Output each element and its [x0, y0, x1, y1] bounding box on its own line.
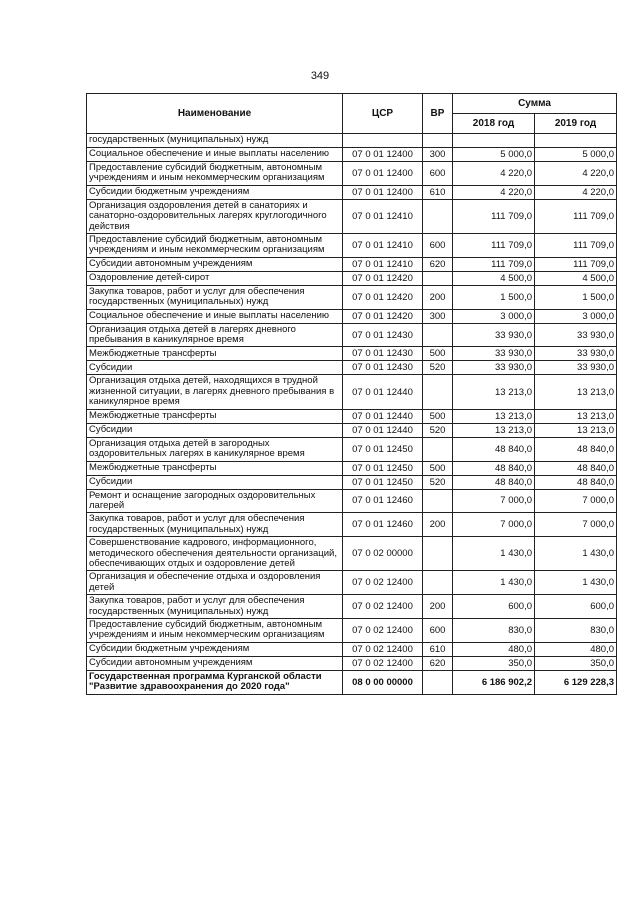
row-name: Межбюджетные трансферты [87, 461, 343, 475]
row-name: Социальное обеспечение и иные выплаты населению [87, 148, 343, 162]
row-vr [423, 437, 453, 461]
row-amount-2018: 600,0 [453, 595, 535, 619]
table-row [87, 257, 617, 271]
row-amount-2019: 111 709,0 [535, 234, 617, 258]
row-csr: 07 0 01 12430 [343, 323, 423, 347]
row-name: Предоставление субсидий бюджетным, автономным учреждениям и иным некоммерческим организациям [87, 162, 343, 186]
row-name: Организация отдыха детей, находящихся в трудной жизненной ситуации, в лагерях дневного пребывания в каникулярное время [87, 375, 343, 409]
row-csr: 07 0 01 12420 [343, 271, 423, 285]
row-vr [423, 199, 453, 233]
row-csr: 07 0 01 12400 [343, 148, 423, 162]
row-vr: 300 [423, 309, 453, 323]
row-amount-2018: 13 213,0 [453, 409, 535, 423]
row-amount-2019: 13 213,0 [535, 375, 617, 409]
row-amount-2019: 3 000,0 [535, 309, 617, 323]
row-csr: 07 0 01 12430 [343, 361, 423, 375]
table-body [87, 134, 617, 695]
table-row [87, 489, 617, 513]
table-row [87, 162, 617, 186]
row-amount-2019: 1 430,0 [535, 571, 617, 595]
row-csr: 07 0 01 12420 [343, 285, 423, 309]
row-amount-2019: 13 213,0 [535, 409, 617, 423]
row-csr: 07 0 01 12400 [343, 185, 423, 199]
row-name: Субсидии [87, 361, 343, 375]
table-row [87, 475, 617, 489]
row-vr: 500 [423, 461, 453, 475]
row-amount-2019: 48 840,0 [535, 461, 617, 475]
row-amount-2019: 7 000,0 [535, 513, 617, 537]
row-vr: 520 [423, 423, 453, 437]
row-csr: 07 0 01 12410 [343, 234, 423, 258]
row-amount-2018: 48 840,0 [453, 461, 535, 475]
table-row [87, 437, 617, 461]
row-amount-2019: 600,0 [535, 595, 617, 619]
row-amount-2019 [535, 134, 617, 148]
header-sum: Сумма [453, 94, 617, 114]
row-amount-2018: 111 709,0 [453, 257, 535, 271]
table-row [87, 375, 617, 409]
table-row [87, 285, 617, 309]
row-amount-2019: 4 220,0 [535, 162, 617, 186]
row-csr: 07 0 01 12410 [343, 199, 423, 233]
table-row [87, 423, 617, 437]
table-row [87, 571, 617, 595]
row-amount-2018: 13 213,0 [453, 423, 535, 437]
row-vr [423, 375, 453, 409]
row-vr [423, 323, 453, 347]
row-amount-2019: 1 430,0 [535, 537, 617, 571]
row-name: Закупка товаров, работ и услуг для обеспечения государственных (муниципальных) нужд [87, 513, 343, 537]
row-amount-2018: 33 930,0 [453, 323, 535, 347]
row-name: Предоставление субсидий бюджетным, автономным учреждениям и иным некоммерческим организациям [87, 234, 343, 258]
table-row [87, 537, 617, 571]
page-number: 349 [310, 70, 330, 82]
row-csr: 07 0 01 12450 [343, 475, 423, 489]
row-name: государственных (муниципальных) нужд [87, 134, 343, 148]
row-amount-2018: 48 840,0 [453, 475, 535, 489]
row-amount-2018: 1 500,0 [453, 285, 535, 309]
row-amount-2019: 6 129 228,3 [535, 670, 617, 694]
table-row [87, 271, 617, 285]
row-csr: 07 0 01 12440 [343, 409, 423, 423]
row-amount-2019: 480,0 [535, 642, 617, 656]
row-name: Закупка товаров, работ и услуг для обеспечения государственных (муниципальных) нужд [87, 285, 343, 309]
row-name: Организация и обеспечение отдыха и оздоровления детей [87, 571, 343, 595]
header-csr: ЦСР [343, 94, 423, 134]
row-vr: 200 [423, 595, 453, 619]
row-csr: 07 0 02 12400 [343, 642, 423, 656]
row-name: Оздоровление детей-сирот [87, 271, 343, 285]
row-amount-2019: 48 840,0 [535, 475, 617, 489]
row-amount-2019: 111 709,0 [535, 257, 617, 271]
row-csr: 07 0 01 12410 [343, 257, 423, 271]
row-name: Ремонт и оснащение загородных оздоровительных лагерей [87, 489, 343, 513]
row-csr: 07 0 02 12400 [343, 656, 423, 670]
table-row [87, 618, 617, 642]
row-name: Субсидии бюджетным учреждениям [87, 185, 343, 199]
row-vr: 500 [423, 409, 453, 423]
table-row [87, 361, 617, 375]
row-vr [423, 489, 453, 513]
row-name: Предоставление субсидий бюджетным, автономным учреждениям и иным некоммерческим организациям [87, 618, 343, 642]
row-csr: 07 0 02 12400 [343, 595, 423, 619]
row-amount-2018: 33 930,0 [453, 347, 535, 361]
row-amount-2018: 3 000,0 [453, 309, 535, 323]
table-row [87, 461, 617, 475]
row-amount-2019: 33 930,0 [535, 347, 617, 361]
row-csr: 07 0 01 12460 [343, 513, 423, 537]
row-name: Социальное обеспечение и иные выплаты населению [87, 309, 343, 323]
table-row [87, 409, 617, 423]
row-csr: 07 0 02 12400 [343, 618, 423, 642]
row-amount-2019: 33 930,0 [535, 361, 617, 375]
table-row [87, 134, 617, 148]
row-name: Субсидии автономным учреждениям [87, 656, 343, 670]
row-csr: 07 0 01 12460 [343, 489, 423, 513]
row-amount-2018: 350,0 [453, 656, 535, 670]
row-csr: 07 0 01 12440 [343, 375, 423, 409]
row-name: Организация оздоровления детей в санаториях и санаторно-оздоровительных лагерях круглогодичного действия [87, 199, 343, 233]
row-vr: 610 [423, 185, 453, 199]
row-csr: 07 0 01 12450 [343, 437, 423, 461]
row-amount-2019: 111 709,0 [535, 199, 617, 233]
row-amount-2018: 111 709,0 [453, 199, 535, 233]
row-vr: 500 [423, 347, 453, 361]
header-year-2019: 2019 год [535, 114, 617, 134]
row-name: Субсидии [87, 475, 343, 489]
row-amount-2019: 350,0 [535, 656, 617, 670]
row-vr: 620 [423, 257, 453, 271]
row-amount-2018: 830,0 [453, 618, 535, 642]
table-row [87, 642, 617, 656]
row-name: Закупка товаров, работ и услуг для обеспечения государственных (муниципальных) нужд [87, 595, 343, 619]
row-amount-2019: 4 500,0 [535, 271, 617, 285]
row-amount-2018: 4 220,0 [453, 162, 535, 186]
row-amount-2018: 1 430,0 [453, 571, 535, 595]
row-vr: 600 [423, 162, 453, 186]
row-vr: 600 [423, 618, 453, 642]
row-csr: 07 0 01 12400 [343, 162, 423, 186]
table-row [87, 234, 617, 258]
row-vr [423, 134, 453, 148]
row-amount-2018: 13 213,0 [453, 375, 535, 409]
row-name: Организация отдыха детей в загородных оздоровительных лагерях в каникулярное время [87, 437, 343, 461]
row-amount-2018: 480,0 [453, 642, 535, 656]
table-row [87, 185, 617, 199]
row-name: Межбюджетные трансферты [87, 347, 343, 361]
row-amount-2019: 5 000,0 [535, 148, 617, 162]
row-name: Межбюджетные трансферты [87, 409, 343, 423]
row-csr [343, 134, 423, 148]
row-amount-2019: 33 930,0 [535, 323, 617, 347]
row-amount-2019: 4 220,0 [535, 185, 617, 199]
row-amount-2018 [453, 134, 535, 148]
row-name: Государственная программа Курганской области "Развитие здравоохранения до 2020 года" [87, 670, 343, 694]
row-amount-2018: 33 930,0 [453, 361, 535, 375]
row-amount-2018: 48 840,0 [453, 437, 535, 461]
row-amount-2018: 5 000,0 [453, 148, 535, 162]
row-vr [423, 571, 453, 595]
row-vr [423, 537, 453, 571]
table-row [87, 513, 617, 537]
row-vr [423, 670, 453, 694]
header-name: Наименование [87, 94, 343, 134]
row-amount-2018: 7 000,0 [453, 489, 535, 513]
row-vr: 300 [423, 148, 453, 162]
table-row [87, 347, 617, 361]
row-vr [423, 271, 453, 285]
row-amount-2019: 7 000,0 [535, 489, 617, 513]
row-amount-2019: 830,0 [535, 618, 617, 642]
row-vr: 520 [423, 361, 453, 375]
row-amount-2018: 4 220,0 [453, 185, 535, 199]
row-amount-2019: 1 500,0 [535, 285, 617, 309]
row-csr: 07 0 01 12450 [343, 461, 423, 475]
table-row [87, 309, 617, 323]
row-amount-2018: 6 186 902,2 [453, 670, 535, 694]
row-name: Организация отдыха детей в лагерях дневного пребывания в каникулярное время [87, 323, 343, 347]
row-csr: 07 0 01 12430 [343, 347, 423, 361]
row-name: Субсидии бюджетным учреждениям [87, 642, 343, 656]
row-vr: 600 [423, 234, 453, 258]
row-name: Субсидии автономным учреждениям [87, 257, 343, 271]
row-vr: 200 [423, 513, 453, 537]
table-row [87, 148, 617, 162]
header-vr: ВР [423, 94, 453, 134]
row-csr: 07 0 01 12420 [343, 309, 423, 323]
table-row [87, 323, 617, 347]
row-csr: 07 0 02 00000 [343, 537, 423, 571]
row-amount-2019: 48 840,0 [535, 437, 617, 461]
header-year-2018: 2018 год [453, 114, 535, 134]
table-row [87, 670, 617, 694]
row-vr: 610 [423, 642, 453, 656]
row-name: Совершенствование кадрового, информационного, методического обеспечения деятельности организаций, обеспечивающих отдых и оздоровление детей [87, 537, 343, 571]
table-row [87, 595, 617, 619]
row-amount-2018: 111 709,0 [453, 234, 535, 258]
table-row [87, 199, 617, 233]
row-amount-2018: 4 500,0 [453, 271, 535, 285]
row-vr: 520 [423, 475, 453, 489]
row-amount-2019: 13 213,0 [535, 423, 617, 437]
row-csr: 07 0 02 12400 [343, 571, 423, 595]
row-name: Субсидии [87, 423, 343, 437]
row-amount-2018: 1 430,0 [453, 537, 535, 571]
budget-table [86, 93, 617, 695]
table-row [87, 656, 617, 670]
row-csr: 08 0 00 00000 [343, 670, 423, 694]
row-amount-2018: 7 000,0 [453, 513, 535, 537]
row-csr: 07 0 01 12440 [343, 423, 423, 437]
row-vr: 620 [423, 656, 453, 670]
row-vr: 200 [423, 285, 453, 309]
